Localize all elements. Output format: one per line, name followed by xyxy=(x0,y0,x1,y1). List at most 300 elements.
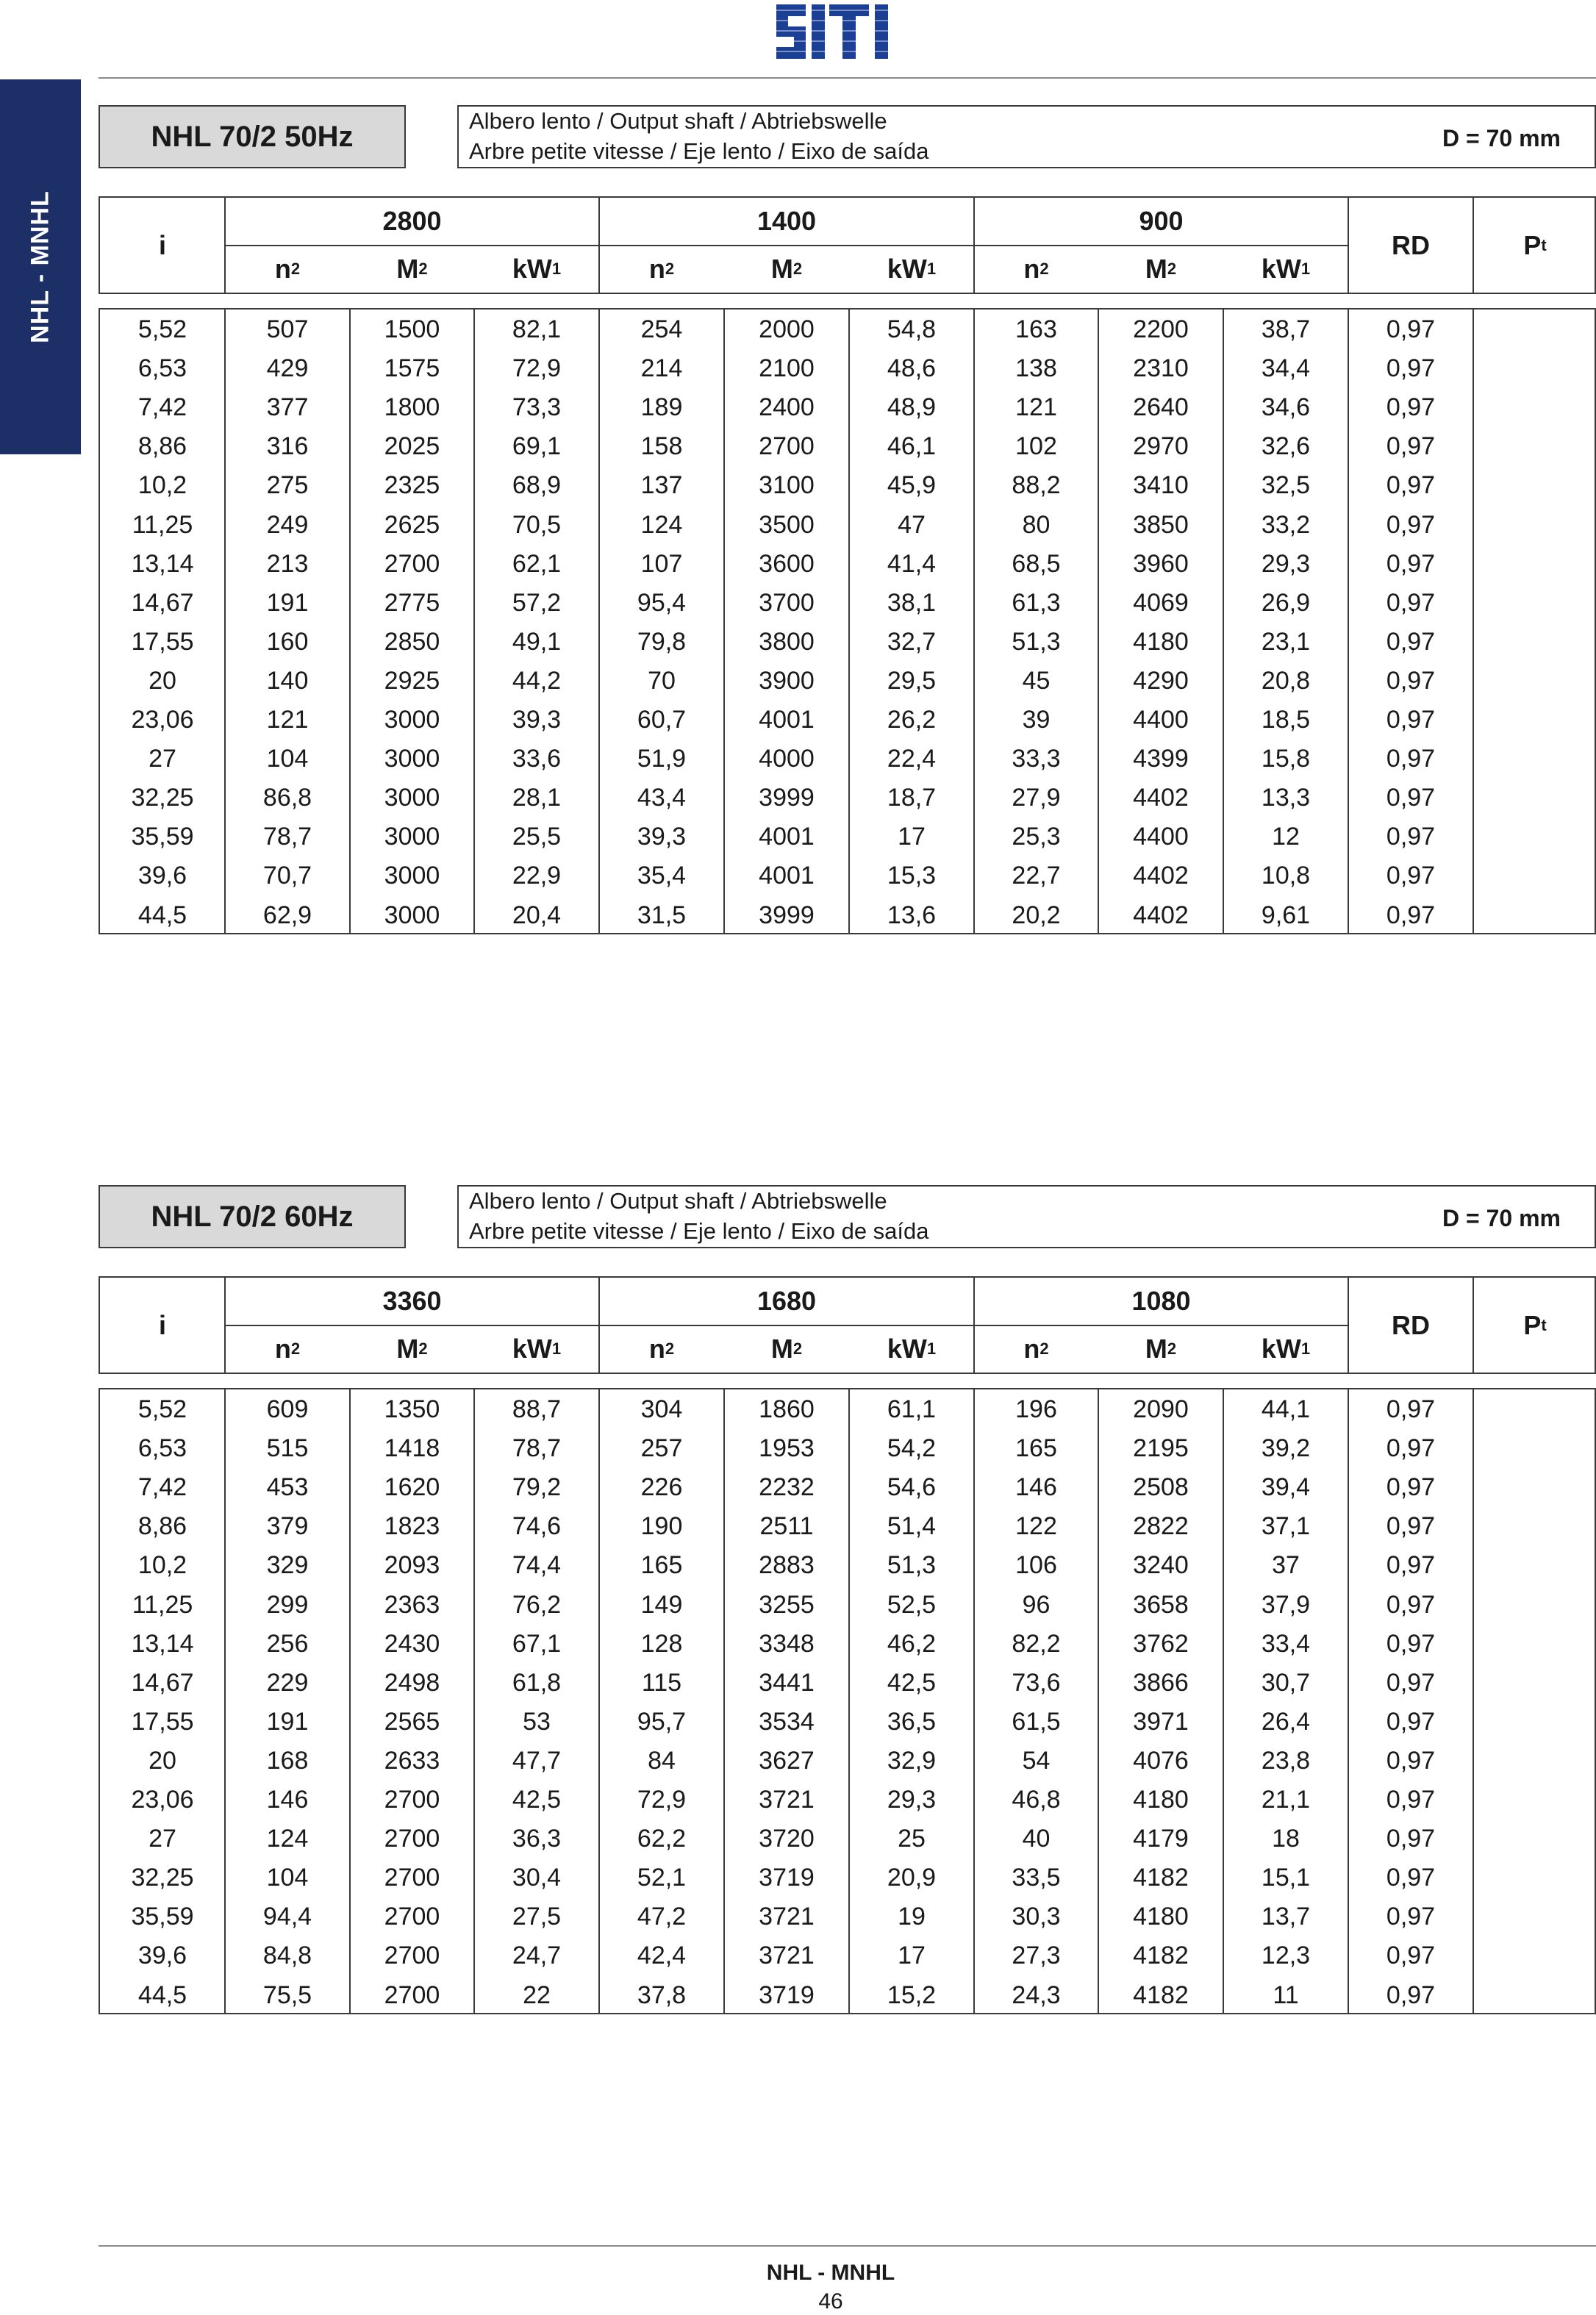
cell-kw1-a: 36,3 xyxy=(512,1825,562,1853)
cell-ratio: 10,2 xyxy=(137,471,187,500)
cell-m2-c: 3240 xyxy=(1133,1551,1189,1580)
cell-m2-c: 4182 xyxy=(1133,1864,1189,1892)
cell-n2-a: 256 xyxy=(266,1629,309,1658)
column-header-kw1-text: kW xyxy=(1261,253,1301,284)
column-header-m2 xyxy=(350,245,474,293)
cell-kw1-b: 20,9 xyxy=(887,1864,937,1892)
footer-rule xyxy=(99,2245,1596,2247)
cell-pt xyxy=(1473,584,1596,623)
column-header-pt-subscript: t xyxy=(1541,1315,1547,1334)
cell-kw1-c: 12 xyxy=(1272,823,1300,851)
cell-kw1-c: 29,3 xyxy=(1261,549,1311,578)
cell-kw1-c: 13,7 xyxy=(1261,1903,1311,1931)
column-header-pt xyxy=(1473,1278,1596,1373)
cell-m2-c: 4182 xyxy=(1133,1942,1189,1970)
cell-kw1-b: 41,4 xyxy=(887,549,937,578)
cell-kw1-b: 46,2 xyxy=(887,1629,937,1658)
cell-pt xyxy=(1473,349,1596,388)
cell-pt xyxy=(1473,427,1596,466)
cell-ratio: 27 xyxy=(148,1825,176,1853)
shaft-description-line-2: Arbre petite vitesse / Eje lento / Eixo de saída xyxy=(469,138,929,164)
cell-kw1-b: 32,7 xyxy=(887,627,937,656)
cell-n2-a: 78,7 xyxy=(262,823,312,851)
table-row xyxy=(100,1390,1595,1429)
cell-pt xyxy=(1473,701,1596,740)
cell-n2-a: 377 xyxy=(266,393,309,422)
cell-rd: 0,97 xyxy=(1386,1746,1436,1775)
cell-ratio: 10,2 xyxy=(137,1551,187,1580)
cell-n2-c: 165 xyxy=(1015,1434,1057,1463)
column-header-m2 xyxy=(724,1325,849,1373)
table-row xyxy=(100,1742,1595,1781)
cell-ratio: 39,6 xyxy=(137,1942,187,1970)
cell-kw1-c: 11 xyxy=(1273,1981,1299,2009)
cell-kw1-b: 38,1 xyxy=(887,588,937,617)
cell-pt xyxy=(1473,1546,1596,1585)
column-group-speed-3: 1080 xyxy=(1131,1286,1191,1316)
cell-m2-a: 3000 xyxy=(384,901,440,929)
cell-n2-b: 60,7 xyxy=(637,706,687,734)
table-row xyxy=(100,349,1595,388)
cell-n2-b: 35,4 xyxy=(637,862,687,890)
column-header-m2-text: M xyxy=(770,253,793,284)
cell-kw1-c: 34,6 xyxy=(1261,393,1311,422)
cell-m2-b: 3348 xyxy=(759,1629,815,1658)
cell-m2-c: 4069 xyxy=(1133,588,1189,617)
cell-n2-b: 51,9 xyxy=(637,745,687,773)
cell-n2-a: 75,5 xyxy=(262,1981,312,2009)
cell-kw1-c: 9,61 xyxy=(1261,901,1311,929)
cell-kw1-a: 22,9 xyxy=(512,862,562,890)
cell-rd: 0,97 xyxy=(1386,666,1436,695)
column-header-pt-text: P xyxy=(1523,229,1542,260)
cell-kw1-b: 17 xyxy=(898,823,926,851)
cell-pt xyxy=(1473,388,1596,427)
cell-kw1-c: 39,4 xyxy=(1261,1473,1311,1502)
cell-pt xyxy=(1473,817,1596,856)
cell-m2-c: 4182 xyxy=(1133,1981,1189,2009)
column-header-m2-text: M xyxy=(770,1333,793,1364)
cell-m2-c: 3850 xyxy=(1133,510,1189,539)
column-header-n2 xyxy=(599,245,724,293)
cell-n2-a: 429 xyxy=(266,354,309,383)
cell-m2-a: 2700 xyxy=(384,1981,440,2009)
shaft-description-line-1: Albero lento / Output shaft / Abtriebswelle xyxy=(469,1188,887,1214)
model-title-box xyxy=(99,1185,406,1248)
cell-m2-b: 2100 xyxy=(759,354,815,383)
cell-n2-b: 128 xyxy=(640,1629,683,1658)
cell-m2-c: 4180 xyxy=(1133,627,1189,656)
cell-ratio: 5,52 xyxy=(137,1395,187,1423)
cell-m2-a: 3000 xyxy=(384,784,440,812)
cell-n2-b: 42,4 xyxy=(637,1942,687,1970)
cell-kw1-b: 29,3 xyxy=(887,1786,937,1814)
column-header-kw1-subscript: 1 xyxy=(551,1339,562,1358)
column-header-rd: RD xyxy=(1392,229,1430,260)
cell-m2-c: 3971 xyxy=(1133,1707,1189,1736)
cell-kw1-c: 21,1 xyxy=(1261,1786,1311,1814)
cell-kw1-a: 39,3 xyxy=(512,706,562,734)
cell-m2-a: 2850 xyxy=(384,627,440,656)
column-header-n2-subscript: 2 xyxy=(290,259,301,278)
cell-rd: 0,97 xyxy=(1386,1629,1436,1658)
cell-pt xyxy=(1473,856,1596,895)
cell-pt xyxy=(1473,662,1596,701)
cell-m2-c: 4400 xyxy=(1133,823,1189,851)
cell-m2-b: 3719 xyxy=(759,1864,815,1892)
cell-ratio: 39,6 xyxy=(137,862,187,890)
cell-m2-b: 3255 xyxy=(759,1590,815,1619)
cell-m2-c: 4399 xyxy=(1133,745,1189,773)
cell-kw1-b: 51,4 xyxy=(887,1512,937,1541)
cell-ratio: 32,25 xyxy=(131,784,194,812)
cell-pt xyxy=(1473,1429,1596,1468)
cell-n2-c: 88,2 xyxy=(1012,471,1061,500)
cell-kw1-a: 20,4 xyxy=(512,901,562,929)
cell-n2-c: 106 xyxy=(1015,1551,1057,1580)
cell-ratio: 6,53 xyxy=(137,1434,187,1463)
cell-ratio: 14,67 xyxy=(131,1668,194,1697)
cell-m2-c: 2970 xyxy=(1133,432,1189,461)
cell-n2-b: 62,2 xyxy=(637,1825,687,1853)
cell-m2-b: 3999 xyxy=(759,901,815,929)
column-header-pt xyxy=(1473,198,1596,293)
cell-n2-a: 229 xyxy=(266,1668,309,1697)
cell-m2-b: 3534 xyxy=(759,1707,815,1736)
column-header-n2-text: n xyxy=(1023,1333,1040,1364)
column-group-speed-3: 900 xyxy=(1139,206,1184,236)
cell-m2-c: 3658 xyxy=(1133,1590,1189,1619)
cell-n2-c: 54 xyxy=(1022,1746,1051,1775)
cell-rd: 0,97 xyxy=(1386,823,1436,851)
cell-m2-c: 4400 xyxy=(1133,706,1189,734)
cell-kw1-c: 38,7 xyxy=(1261,315,1311,343)
cell-pt xyxy=(1473,1703,1596,1742)
column-header-kw1-text: kW xyxy=(1261,1333,1301,1364)
cell-n2-a: 515 xyxy=(266,1434,309,1463)
cell-rd: 0,97 xyxy=(1386,1981,1436,2009)
model-title-box xyxy=(99,105,406,168)
cell-n2-b: 43,4 xyxy=(637,784,687,812)
cell-kw1-c: 23,8 xyxy=(1261,1746,1311,1775)
cell-n2-c: 82,2 xyxy=(1012,1629,1061,1658)
column-group-speed-2: 1680 xyxy=(756,1286,817,1316)
side-tab-label: NHL - MNHL xyxy=(26,190,54,343)
column-header-n2-text: n xyxy=(1023,253,1040,284)
cell-kw1-a: 88,7 xyxy=(512,1395,562,1423)
cell-n2-a: 104 xyxy=(266,1864,309,1892)
cell-ratio: 8,86 xyxy=(137,1512,187,1541)
cell-n2-c: 68,5 xyxy=(1012,549,1061,578)
cell-n2-b: 72,9 xyxy=(637,1786,687,1814)
column-header-m2 xyxy=(350,1325,474,1373)
cell-m2-b: 3100 xyxy=(759,471,815,500)
table-row xyxy=(100,1936,1595,1975)
table-row xyxy=(100,466,1595,505)
cell-n2-a: 507 xyxy=(266,315,309,343)
cell-rd: 0,97 xyxy=(1386,1825,1436,1853)
cell-kw1-c: 13,3 xyxy=(1261,784,1311,812)
cell-n2-b: 137 xyxy=(640,471,683,500)
column-header-kw1-text: kW xyxy=(512,1333,552,1364)
model-title: NHL 70/2 60Hz xyxy=(151,1200,354,1233)
cell-kw1-a: 76,2 xyxy=(512,1590,562,1619)
cell-n2-c: 122 xyxy=(1015,1512,1057,1541)
cell-n2-b: 95,4 xyxy=(637,588,687,617)
cell-m2-b: 3800 xyxy=(759,627,815,656)
cell-m2-a: 3000 xyxy=(384,862,440,890)
column-header-kw1 xyxy=(474,245,599,293)
cell-n2-c: 33,3 xyxy=(1012,745,1061,773)
cell-m2-a: 1500 xyxy=(384,315,440,343)
cell-m2-a: 2700 xyxy=(384,1903,440,1931)
cell-m2-c: 4290 xyxy=(1133,666,1189,695)
table-row xyxy=(100,310,1595,349)
column-header-m2-subscript: 2 xyxy=(418,1339,428,1358)
cell-kw1-c: 23,1 xyxy=(1261,627,1311,656)
cell-rd: 0,97 xyxy=(1386,627,1436,656)
cell-n2-a: 86,8 xyxy=(262,784,312,812)
cell-m2-b: 3627 xyxy=(759,1746,815,1775)
cell-rd: 0,97 xyxy=(1386,1707,1436,1736)
cell-kw1-b: 47 xyxy=(898,510,926,539)
cell-m2-b: 4001 xyxy=(759,862,815,890)
cell-m2-c: 3762 xyxy=(1133,1629,1189,1658)
cell-ratio: 44,5 xyxy=(137,1981,187,2009)
cell-ratio: 32,25 xyxy=(131,1864,194,1892)
cell-m2-b: 3720 xyxy=(759,1825,815,1853)
cell-kw1-b: 13,6 xyxy=(887,901,937,929)
cell-m2-b: 3900 xyxy=(759,666,815,695)
cell-rd: 0,97 xyxy=(1386,1903,1436,1931)
cell-rd: 0,97 xyxy=(1386,354,1436,383)
cell-ratio: 7,42 xyxy=(137,1473,187,1502)
model-title: NHL 70/2 50Hz xyxy=(151,120,354,153)
column-header-n2-subscript: 2 xyxy=(665,1339,675,1358)
cell-n2-a: 299 xyxy=(266,1590,309,1619)
cell-n2-c: 163 xyxy=(1015,315,1057,343)
cell-pt xyxy=(1473,310,1596,349)
cell-pt xyxy=(1473,779,1596,817)
cell-ratio: 5,52 xyxy=(137,315,187,343)
cell-n2-a: 70,7 xyxy=(262,862,312,890)
cell-kw1-a: 30,4 xyxy=(512,1864,562,1892)
cell-m2-c: 2195 xyxy=(1133,1434,1189,1463)
cell-kw1-b: 51,3 xyxy=(887,1551,937,1580)
siti-logo xyxy=(773,0,898,63)
cell-kw1-c: 18 xyxy=(1272,1825,1300,1853)
cell-kw1-b: 25 xyxy=(898,1825,926,1853)
cell-pt xyxy=(1473,1468,1596,1507)
cell-m2-c: 2640 xyxy=(1133,393,1189,422)
cell-n2-a: 146 xyxy=(266,1786,309,1814)
cell-m2-a: 2633 xyxy=(384,1746,440,1775)
cell-n2-c: 33,5 xyxy=(1012,1864,1061,1892)
cell-m2-c: 4180 xyxy=(1133,1786,1189,1814)
column-header-kw1 xyxy=(474,1325,599,1373)
column-header-pt-text: P xyxy=(1523,1309,1542,1340)
cell-n2-b: 214 xyxy=(640,354,683,383)
cell-m2-a: 2325 xyxy=(384,471,440,500)
cell-kw1-a: 24,7 xyxy=(512,1942,562,1970)
cell-pt xyxy=(1473,506,1596,545)
table-row xyxy=(100,388,1595,427)
cell-m2-b: 2232 xyxy=(759,1473,815,1502)
column-header-n2 xyxy=(974,1325,1098,1373)
cell-m2-a: 3000 xyxy=(384,745,440,773)
column-header-m2-subscript: 2 xyxy=(418,259,428,278)
cell-ratio: 27 xyxy=(148,745,176,773)
cell-n2-c: 22,7 xyxy=(1012,862,1061,890)
column-header-m2-text: M xyxy=(396,1333,419,1364)
cell-kw1-a: 49,1 xyxy=(512,627,562,656)
cell-n2-a: 609 xyxy=(266,1395,309,1423)
cell-n2-b: 31,5 xyxy=(637,901,687,929)
cell-kw1-b: 29,5 xyxy=(887,666,937,695)
cell-ratio: 20 xyxy=(148,666,176,695)
table-row xyxy=(100,1976,1595,2015)
cell-n2-b: 39,3 xyxy=(637,823,687,851)
cell-m2-c: 3866 xyxy=(1133,1668,1189,1697)
cell-kw1-a: 33,6 xyxy=(512,745,562,773)
cell-m2-a: 2700 xyxy=(384,1786,440,1814)
table-header xyxy=(99,196,1596,294)
cell-m2-b: 2511 xyxy=(759,1512,814,1541)
cell-m2-a: 1418 xyxy=(384,1434,440,1463)
column-header-kw1-text: kW xyxy=(887,1333,927,1364)
cell-m2-b: 2700 xyxy=(759,432,815,461)
cell-m2-b: 4000 xyxy=(759,745,815,773)
cell-m2-c: 3960 xyxy=(1133,549,1189,578)
cell-m2-b: 4001 xyxy=(759,823,815,851)
cell-m2-a: 2625 xyxy=(384,510,440,539)
header-divider xyxy=(1472,198,1474,293)
column-group-speed-1: 3360 xyxy=(382,1286,442,1316)
cell-kw1-a: 72,9 xyxy=(512,354,562,383)
cell-m2-a: 1823 xyxy=(384,1512,440,1541)
cell-n2-b: 79,8 xyxy=(637,627,687,656)
cell-n2-c: 61,3 xyxy=(1012,588,1061,617)
column-header-kw1-subscript: 1 xyxy=(551,259,562,278)
cell-pt xyxy=(1473,623,1596,662)
table-row xyxy=(100,662,1595,701)
cell-kw1-a: 61,8 xyxy=(512,1668,562,1697)
column-header-m2-text: M xyxy=(396,253,419,284)
cell-n2-c: 27,9 xyxy=(1012,784,1061,812)
column-header-n2 xyxy=(599,1325,724,1373)
cell-n2-c: 146 xyxy=(1015,1473,1057,1502)
column-header-n2 xyxy=(225,1325,350,1373)
cell-kw1-c: 12,3 xyxy=(1261,1942,1311,1970)
cell-ratio: 7,42 xyxy=(137,393,187,422)
cell-m2-c: 4179 xyxy=(1133,1825,1189,1853)
cell-n2-a: 316 xyxy=(266,432,309,461)
cell-m2-a: 2093 xyxy=(384,1551,440,1580)
cell-kw1-a: 62,1 xyxy=(512,549,562,578)
column-header-n2-subscript: 2 xyxy=(1039,259,1049,278)
cell-kw1-c: 30,7 xyxy=(1261,1668,1311,1697)
cell-m2-a: 2700 xyxy=(384,549,440,578)
cell-kw1-b: 54,6 xyxy=(887,1473,937,1502)
cell-rd: 0,97 xyxy=(1386,1864,1436,1892)
cell-m2-a: 2775 xyxy=(384,588,440,617)
cell-rd: 0,97 xyxy=(1386,745,1436,773)
cell-pt xyxy=(1473,896,1596,935)
table-row xyxy=(100,817,1595,856)
cell-n2-b: 115 xyxy=(641,1668,682,1697)
cell-kw1-a: 28,1 xyxy=(512,784,562,812)
table-row xyxy=(100,701,1595,740)
table-row xyxy=(100,1858,1595,1897)
cell-kw1-c: 32,5 xyxy=(1261,471,1311,500)
cell-n2-c: 24,3 xyxy=(1012,1981,1061,2009)
cell-m2-a: 3000 xyxy=(384,706,440,734)
cell-n2-c: 196 xyxy=(1015,1395,1057,1423)
cell-n2-c: 102 xyxy=(1015,432,1057,461)
table-body xyxy=(99,1388,1596,2014)
cell-n2-c: 73,6 xyxy=(1012,1668,1061,1697)
cell-rd: 0,97 xyxy=(1386,315,1436,343)
cell-kw1-c: 10,8 xyxy=(1261,862,1311,890)
cell-kw1-c: 20,8 xyxy=(1261,666,1311,695)
cell-ratio: 11,25 xyxy=(132,510,193,539)
cell-n2-b: 190 xyxy=(640,1512,683,1541)
cell-pt xyxy=(1473,1858,1596,1897)
cell-n2-b: 70 xyxy=(648,666,676,695)
cell-ratio: 17,55 xyxy=(131,627,194,656)
cell-pt xyxy=(1473,1936,1596,1975)
cell-m2-a: 2363 xyxy=(384,1590,440,1619)
cell-kw1-b: 15,2 xyxy=(887,1981,937,2009)
header-divider xyxy=(225,1325,1348,1326)
column-header-kw1-subscript: 1 xyxy=(926,259,937,278)
cell-kw1-c: 15,1 xyxy=(1261,1864,1311,1892)
cell-n2-b: 124 xyxy=(640,510,683,539)
cell-rd: 0,97 xyxy=(1386,1473,1436,1502)
cell-kw1-c: 26,9 xyxy=(1261,588,1311,617)
cell-kw1-c: 44,1 xyxy=(1261,1395,1311,1423)
cell-kw1-b: 22,4 xyxy=(887,745,937,773)
cell-n2-a: 140 xyxy=(266,666,309,695)
cell-kw1-b: 32,9 xyxy=(887,1746,937,1775)
cell-pt xyxy=(1473,1586,1596,1625)
column-header-m2 xyxy=(724,245,849,293)
cell-pt xyxy=(1473,740,1596,779)
cell-m2-c: 4402 xyxy=(1133,862,1189,890)
cell-kw1-c: 33,4 xyxy=(1261,1629,1311,1658)
cell-n2-a: 249 xyxy=(266,510,309,539)
cell-ratio: 35,59 xyxy=(131,1903,194,1931)
cell-pt xyxy=(1473,1976,1596,2015)
cell-n2-b: 47,2 xyxy=(637,1903,687,1931)
cell-n2-a: 379 xyxy=(266,1512,309,1541)
cell-kw1-a: 74,6 xyxy=(512,1512,562,1541)
table-row xyxy=(100,1897,1595,1936)
column-header-m2-subscript: 2 xyxy=(1167,1339,1177,1358)
cell-kw1-b: 46,1 xyxy=(887,432,937,461)
cell-kw1-b: 48,6 xyxy=(887,354,937,383)
cell-pt xyxy=(1473,1390,1596,1429)
cell-kw1-a: 82,1 xyxy=(512,315,562,343)
cell-rd: 0,97 xyxy=(1386,1551,1436,1580)
cell-kw1-a: 27,5 xyxy=(512,1903,562,1931)
cell-n2-a: 160 xyxy=(266,627,309,656)
column-header-m2 xyxy=(1098,245,1223,293)
cell-rd: 0,97 xyxy=(1386,549,1436,578)
cell-kw1-c: 15,8 xyxy=(1261,745,1311,773)
side-section-tab xyxy=(0,79,81,454)
cell-n2-a: 275 xyxy=(266,471,309,500)
